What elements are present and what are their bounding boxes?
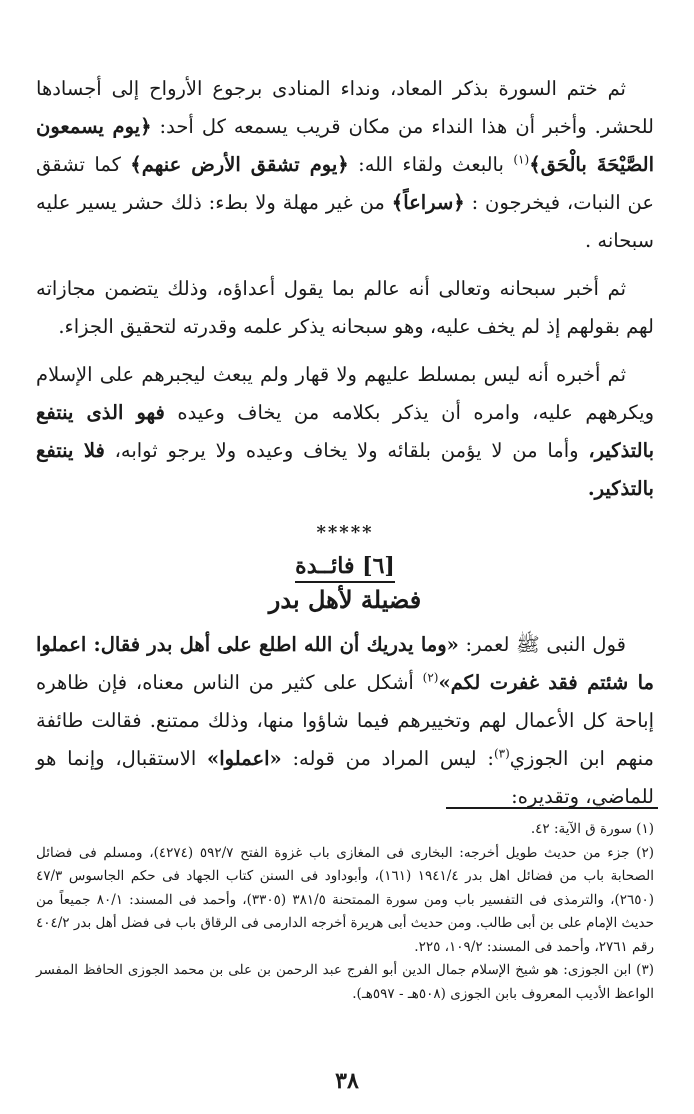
quran-verse-3: ﴿سراعاً﴾ bbox=[391, 191, 465, 214]
footnote-ref-1: (١) bbox=[513, 152, 530, 167]
footnotes bbox=[36, 818, 654, 1006]
paragraph-3-text-1: ثم أخبره أنه ليس بمسلط عليهم ولا قهار ولم يبعث ليجبرهم على الإسلام ويكرههم عليه، وامره أن يذكر بكلامه من يخاف وعيده bbox=[36, 363, 654, 424]
paragraph-4-text-2: أشكل على كثير من الناس معناه، فإن ظاهره إباحة كل الأعمال لهم وتخييرهم فيما شاؤوا منها، وذلك ممتنع. فقالت طائفة منهم ابن الجوزي bbox=[36, 671, 654, 770]
footnote-3: (٣) ابن الجوزى: هو شيخ الإسلام جمال الدين أبو الفرج عبد الرحمن بن على بن محمد الجوزى الحافظ المفسر الواعظ الأديب المعروف بابن الجوزى (٥٠٨هـ - ٥٩٧هـ). bbox=[36, 962, 654, 1002]
footnote-1: (١) سورة ق الآية: ٤٢. bbox=[530, 821, 654, 837]
paragraph-1-text-2: بالبعث ولقاء الله: bbox=[348, 153, 514, 176]
paragraph-4-bold-2: «اعملوا» bbox=[207, 747, 282, 770]
paragraph-1-text-1: ثم ختم السورة بذكر المعاد، ونداء المنادى برجوع الأرواح إلى أجسادها للحشر. وأخبر أن هذا النداء من مكان قريب يسمعه كل أحد: bbox=[36, 77, 654, 138]
footnote-rule bbox=[446, 807, 658, 809]
quran-verse-2: ﴿يوم تشقق الأرض عنهم﴾ bbox=[130, 153, 349, 176]
paragraph-3-bold-1: فهو الذى ينتفع بالتذكير، bbox=[36, 401, 654, 462]
paragraph-1 bbox=[36, 70, 654, 260]
paragraph-3-bold-2: فلا ينتفع بالتذكير. bbox=[36, 439, 654, 500]
page-body bbox=[36, 70, 654, 826]
paragraph-4-text-3: : ليس المراد من قوله: bbox=[281, 747, 494, 770]
section-number-label: [٦] فائــدة bbox=[295, 553, 395, 583]
section-number bbox=[36, 553, 654, 579]
paragraph-4 bbox=[36, 626, 654, 816]
paragraph-1-text-4: من غير مهلة ولا بطء: ذلك حشر يسير عليه سبحانه . bbox=[36, 191, 654, 252]
paragraph-1-text-3: كما تشقق عن النبات، فيخرجون : bbox=[36, 153, 654, 214]
footnote-2: (٢) جزء من حديث طويل أخرجه: البخارى فى المغازى باب غزوة الفتح ٥٩٢/٧ (٤٢٧٤)، ومسلم فى فضائل الصحابة باب من فضائل اهل بدر ١٩٤١/٤ (١٦١)، وأبوداود فى السنن كتاب الجهاد فى حكم الجاسوس ٤٧/٣ (٢٦٥٠)، والترمذى فى التفسير باب ومن سورة الممتحنة ٣٨١/٥ (٣٣٠٥)، وأحمد فى المسند: ٨٠/١ جميعاً من حديث الإمام على بن أبى طالب. ومن حديث أبى هريرة أخرجه الدارمى فى الرقاق باب فى فضل أهل بدر ٤٠٤/٢ رقم ٢٧٦١، وأحمد فى المسند: ١٠٩/٢، ٢٢٥. bbox=[36, 844, 655, 955]
section-title: فضيلة لأهل بدر bbox=[268, 585, 422, 614]
separator-stars: ***** bbox=[316, 522, 374, 543]
paragraph-3-text-2: وأما من لا يؤمن بلقائه ولا يخاف وعيده ولا يرجو ثوابه، bbox=[104, 439, 589, 462]
footnote-ref-2: (٢) bbox=[422, 670, 439, 685]
paragraph-3 bbox=[36, 356, 654, 508]
page-number: ٣٨ bbox=[335, 1068, 359, 1094]
quran-verse-1: ﴿يوم يسمعون الصَّيْحَةَ بالْحَق﴾ bbox=[36, 115, 654, 176]
paragraph-4-text-4: الاستقبال، وإنما هو للماضي، وتقديره: bbox=[36, 747, 654, 808]
footnote-ref-3: (٣) bbox=[493, 746, 510, 761]
paragraph-4-text-1: قول النبى ﷺ لعمر: bbox=[458, 633, 626, 656]
paragraph-2: ثم أخبر سبحانه وتعالى أنه عالم بما يقول أعداؤه، وذلك يتضمن مجازاته لهم بقولهم إذ لم يخف عليه، وهو سبحانه يذكر علمه وقدرته لتحقيق الجزاء. bbox=[36, 277, 654, 338]
hadith-quote: «وما يدريك أن الله اطلع على أهل بدر فقال: اعملوا ما شئتم فقد غفرت لكم» bbox=[36, 633, 654, 694]
